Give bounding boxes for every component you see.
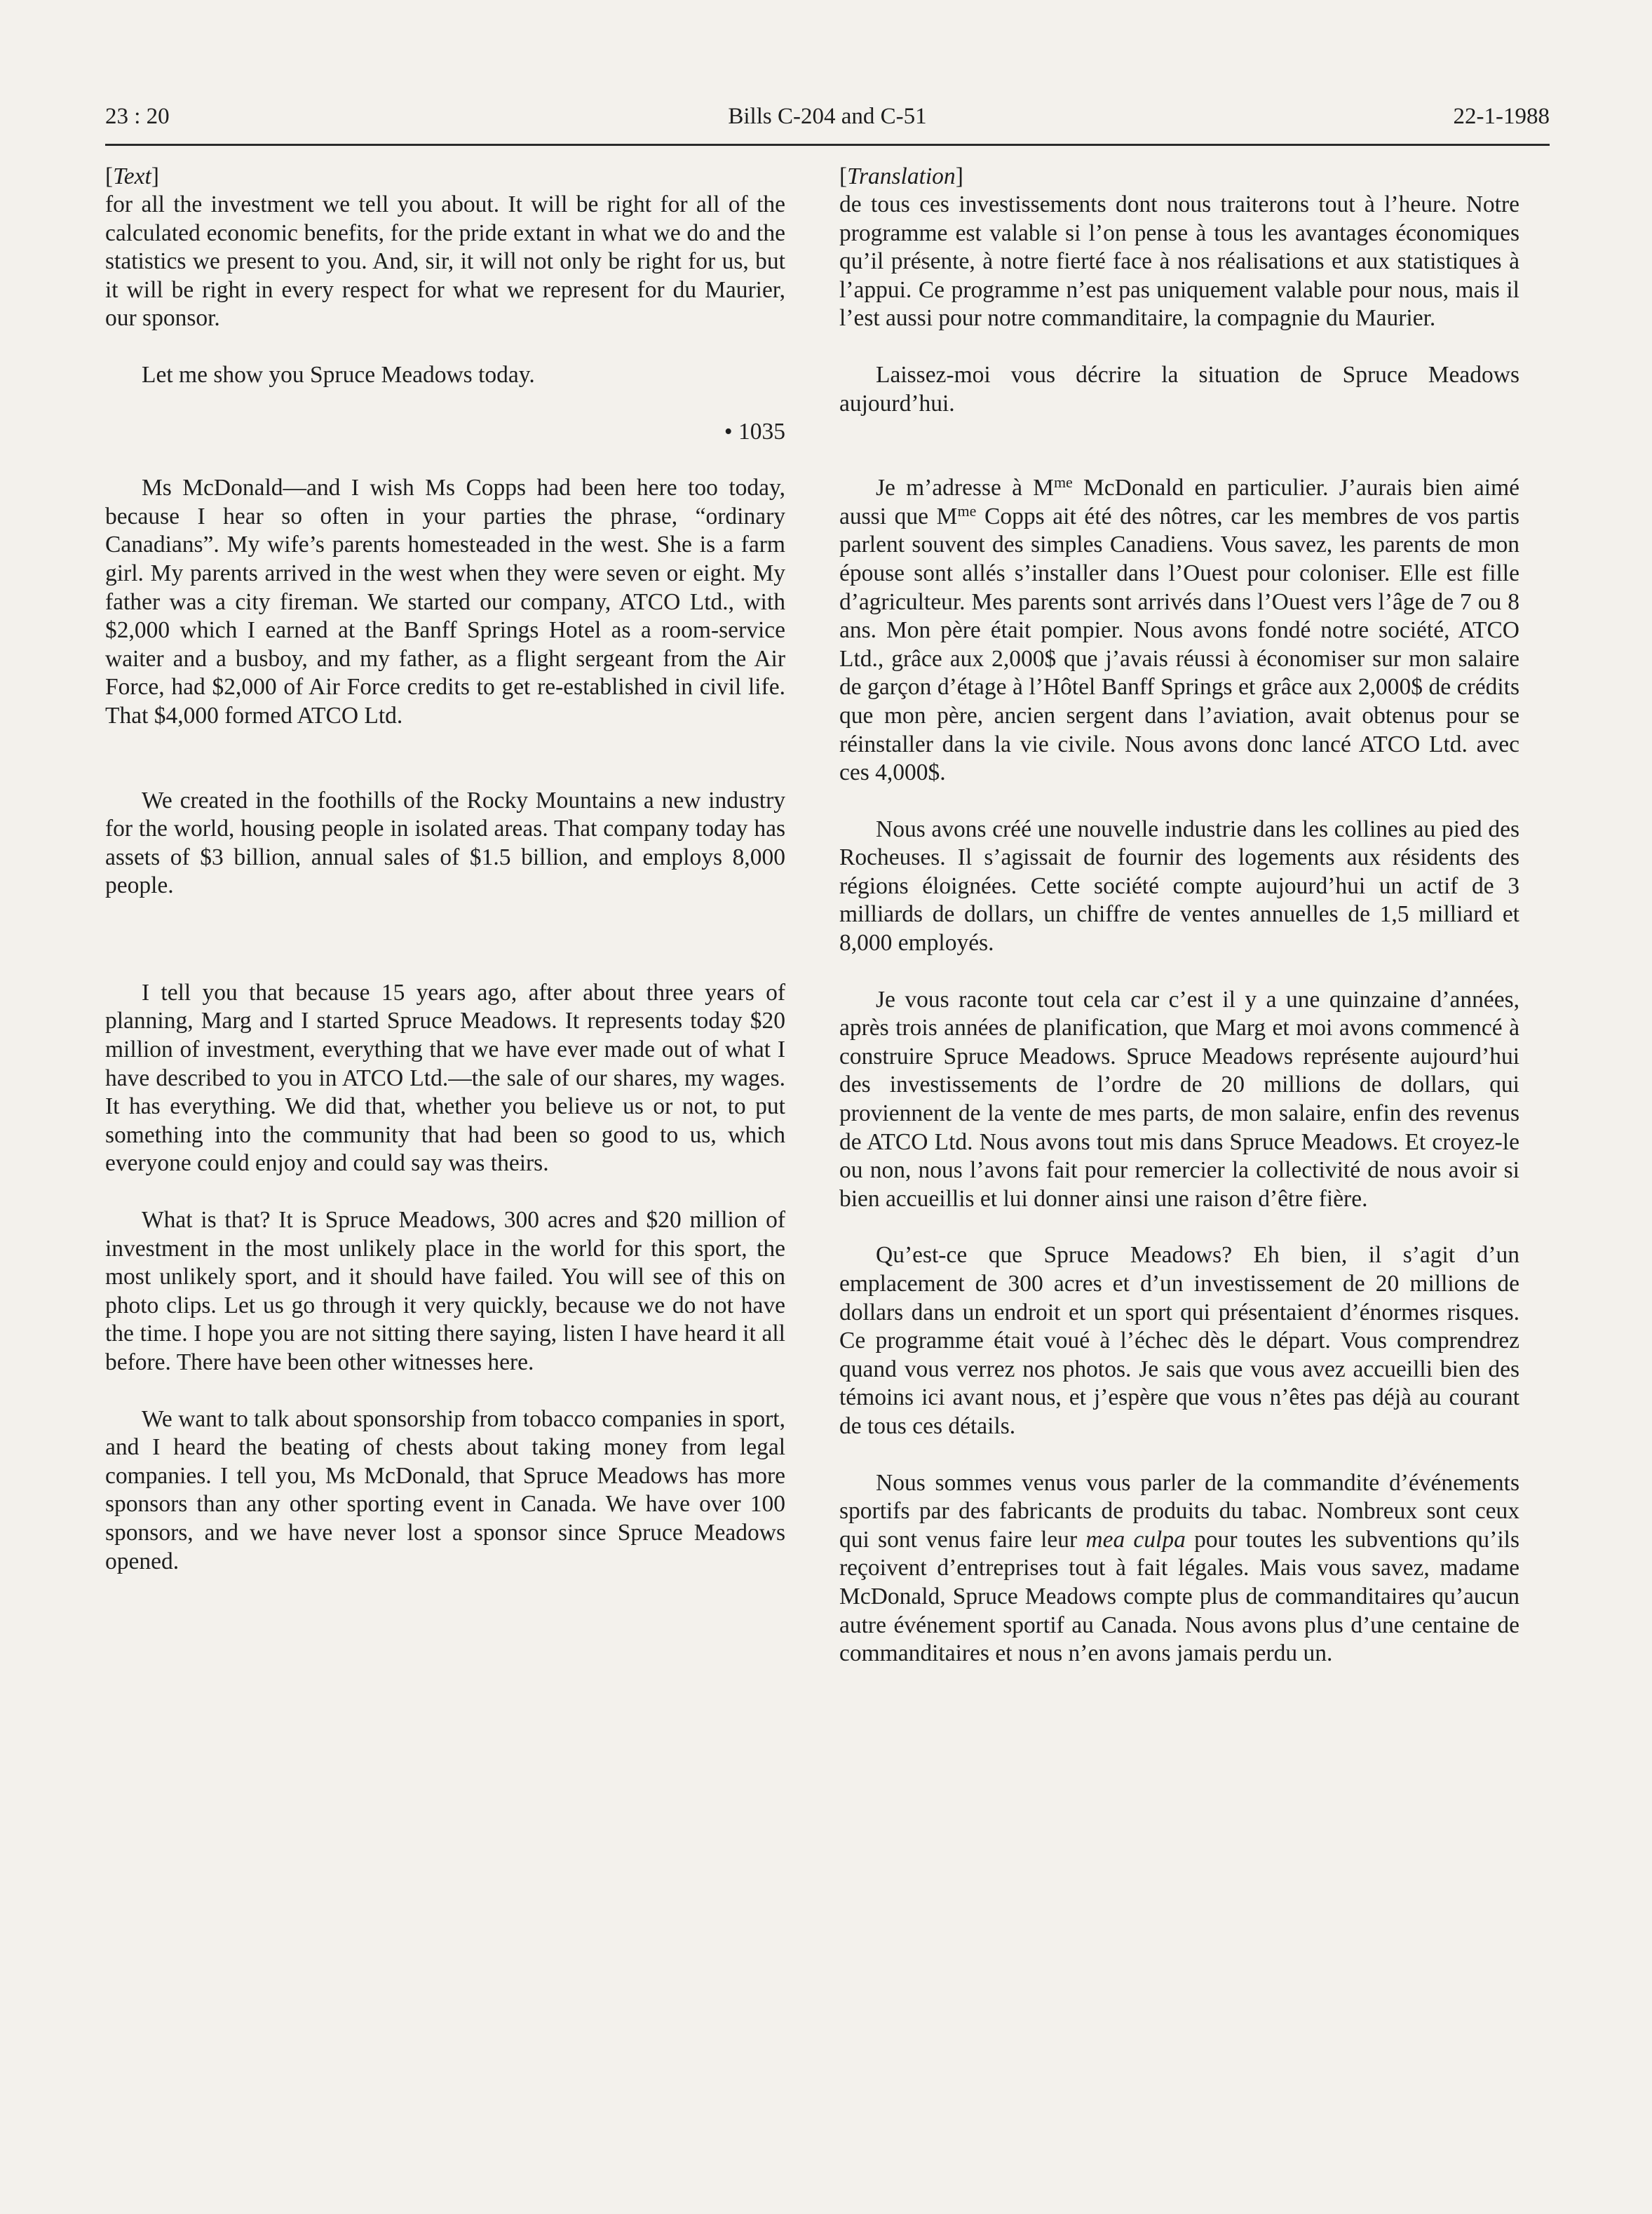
paragraph: We created in the foothills of the Rocky Mountains a new industry for the world, housing people in isolated areas. That company today has assets of $3 billion, annual sales of $1.5 billion, and employs 8,000 people.: [105, 787, 785, 899]
english-column: [105, 163, 785, 1576]
paragraph: for all the investment we tell you about. It will be right for all of the calculated economic benefits, for the pride extant in what we do and the statistics we present to you. And, sir, it will not only be right for us, but it will be right in every respect for what we represent for du Maurier, our sponsor.: [105, 191, 785, 332]
paragraph: Let me show you Spruce Meadows today.: [142, 361, 535, 388]
paragraph: Ms McDonald—and I wish Ms Copps had been here too today, because I hear so often in your parties the phrase, “ordinary Canadians”. My wife’s parents homesteaded in the west. She is a farm girl. My parents arrived in the west when they were seven or eight. My father was a city fireman. We started our company, ATCO Ltd., with $2,000 which I earned at the Banff Springs Hotel as a room-service waiter and a busboy, and my father, as a flight sergeant from the Air Force, had $2,000 of Air Force credits to get re-established in civil life. That $4,000 formed ATCO Ltd.: [105, 475, 785, 729]
paragraph: We want to talk about sponsorship from tobacco companies in sport, and I heard the beating of chests about taking money from legal companies. I tell you, Ms McDonald, that Spruce Meadows has more sponsors than any other sporting event in Canada. We have over 100 sponsors, and we have never lost a sponsor since Spruce Meadows opened.: [105, 1405, 785, 1574]
paragraph: Je vous raconte tout cela car c’est il y a une quinzaine d’années, après trois années de planification, que Marg et moi avons commencé à construire Spruce Meadows. Spruce Meadows représente aujourd’hui des investissements de l’ordre de 20 millions de dollars, qui proviennent de la vente de mes parts, de mon salaire, enfin des revenus de ATCO Ltd. Nous avons tout mis dans Spruce Meadows. Et croyez-le ou non, nous l’avons fait pour remercier la collectivité de nous avoir si bien accueillis et lui donner ainsi une raison d’être fière.: [839, 986, 1519, 1212]
paragraph: What is that? It is Spruce Meadows, 300 acres and $20 million of investment in the most unlikely place in the world for this sport, the most unlikely sport, and it should have failed. You will see of this on photo clips. Let us go through it very quickly, because we do not have the time. I hope you are not sitting there saying, listen I have heard it all before. There have been other witnesses here.: [105, 1207, 785, 1375]
page-header: [105, 104, 1550, 143]
paragraph: Nous avons créé une nouvelle industrie dans les collines au pied des Rocheuses. Il s’agissait de fournir des logements aux résidents des régions éloignées. Cette société compte aujourd’hui un actif de 3 milliards de dollars, un chiffre de ventes annuelles de 1,5 milliard et 8,000 employés.: [839, 816, 1519, 957]
header-rule: [105, 144, 1550, 146]
paragraph: I tell you that because 15 years ago, after about three years of planning, Marg and I started Spruce Meadows. It represents today $20 million of investment, everything that we have ever made out of what I have described to you in ATCO Ltd.—the sale of our shares, my wages. It has everything. We did that, whether you believe us or not, to put something into the community that had been so good to us, which everyone could enjoy and could say was theirs.: [105, 979, 785, 1177]
page-title: Bills C-204 and C-51: [728, 104, 927, 129]
paragraph: Je m’adresse à $M^{me}$ McDonald en particulier. J’aurais bien aimé aussi que $M^{me}$ Copps ait été des nôtres, car les membres de vos partis parlent souvent des simples Canadiens. Vous savez, les parents de mon épouse sont allés s’installer dans l’Ouest pour coloniser. Elle est fille d’agriculteur. Mes parents sont arrivés dans l’Ouest vers l’âge de 7 ou 8 ans. Mon père était pompier. Nous avons fondé notre société, ATCO Ltd., grâce aux 2,000$ que j’avais réussi à économiser sur mon salaire de garçon d’étage à l’Hôtel Banff Springs et grâce aux 2,000$ de crédits que mon père, ancien sergent dans l’aviation, avait obtenus pour se réinstaller dans la vie civile. Nous avons donc lancé ATCO Ltd. avec ces 4,000$.: [839, 473, 1520, 786]
column-label-text: [Text]: [105, 163, 159, 189]
page-date: 22-1-1988: [1453, 104, 1550, 129]
paragraph: Laissez-moi vous décrire la situation de Spruce Meadows aujourd’hui.: [839, 361, 1519, 417]
french-column: [839, 163, 1519, 1668]
column-label-translation: [Translation]: [839, 163, 963, 189]
paragraph: de tous ces investissements dont nous traiterons tout à l’heure. Notre programme est valable si l’on pense à tous les avantages économiques qu’il présente, à notre fierté face à nos réalisations et aux statistiques à l’appui. Ce programme n’est pas uniquement valable pour nous, mais il l’est aussi pour notre commanditaire, la compagnie du Maurier.: [839, 191, 1519, 332]
page-number: 23 : 20: [105, 104, 170, 129]
time-stamp: • 1035: [724, 418, 785, 445]
paragraph: Qu’est-ce que Spruce Meadows? Eh bien, il s’agit d’un emplacement de 300 acres et d’un investissement de 20 millions de dollars dans un endroit et un sport qui présentaient d’énormes risques. Ce programme était voué à l’échec dès le départ. Vous comprendrez quand vous verrez nos photos. Je sais que vous avez accueilli bien des témoins ici avant nous, et j’espère que vous n’êtes pas déjà au courant de tous ces détails.: [839, 1242, 1519, 1439]
paragraph: Nous sommes venus vous parler de la commandite d’événements sportifs par des fabricants de produits du tabac. Nombreux sont ceux qui sont venus faire leur mea culpa pour toutes les subventions qu’ils reçoivent d’entreprises tout à fait légales. Mais vous savez, madame McDonald, Spruce Meadows compte plus de commanditaires qu’aucun autre événement sportif au Canada. Nous avons plus d’une centaine de commanditaires et nous n’en avons jamais perdu un.: [839, 1469, 1519, 1667]
